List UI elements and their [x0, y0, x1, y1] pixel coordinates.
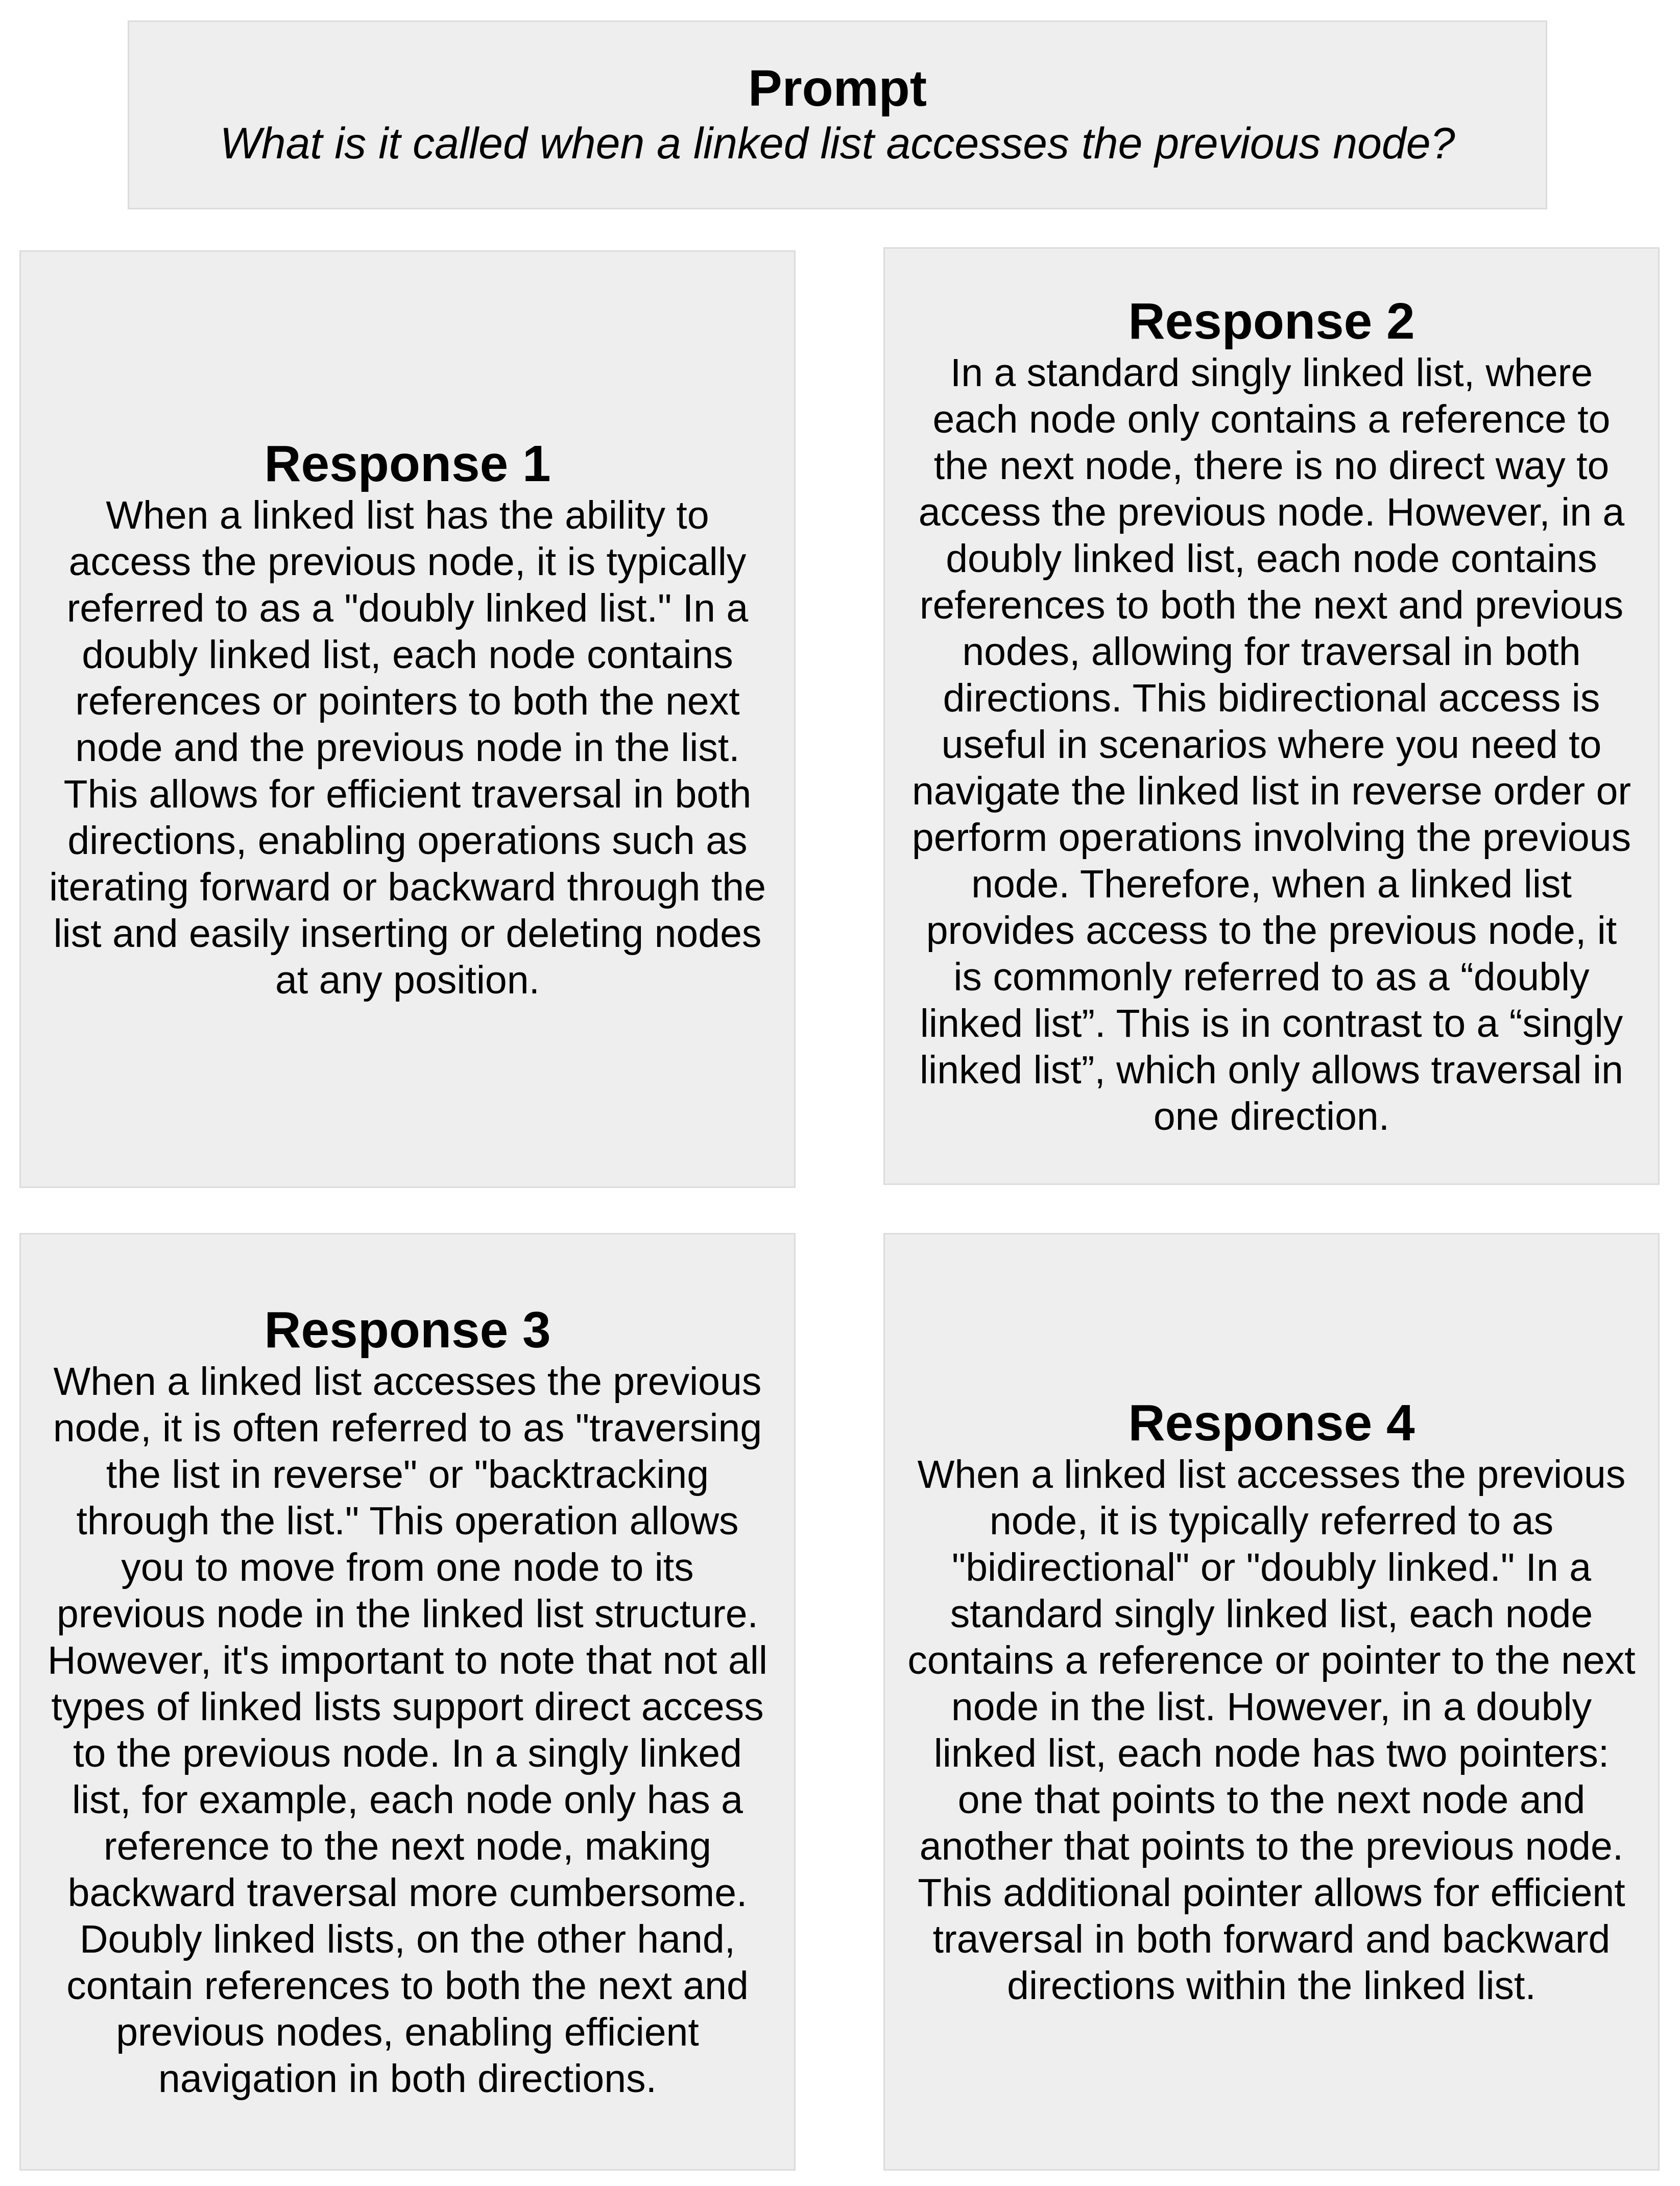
response-title-3: Response 3 — [264, 1301, 551, 1359]
response-title-1: Response 1 — [264, 435, 551, 492]
prompt-text: What is it called when a linked list accesses the previous node? — [220, 119, 1455, 168]
prompt-card — [128, 20, 1547, 209]
response-title-2: Response 2 — [1128, 292, 1415, 350]
response-body-4: When a linked list accesses the previous node, it is typically referred to as "bidirectional" or "doubly linked." In a standard singly linked list, each node contains a reference or pointer to the next node in the list. However, in a doubly linked list, each node has two pointers: one that points to the next node and another that points to the previous node. This additional pointer allows for efficient traversal in both forward and backward directions within the linked list. — [907, 1453, 1636, 2008]
response-card-4 — [883, 1233, 1660, 2171]
prompt-title: Prompt — [748, 60, 927, 117]
response-title-4: Response 4 — [1128, 1394, 1415, 1452]
response-body-1: When a linked list has the ability to access the previous node, it is typically referred to as a "doubly linked list." In a doubly linked list, each node contains references or pointers to both the next node and the previous node in the list. This allows for efficient traversal in both directions, enabling operations such as iterating forward or backward through the list and easily inserting or deleting nodes at any position. — [49, 493, 766, 1002]
response-card-1 — [19, 250, 796, 1188]
response-body-3: When a linked list accesses the previous node, it is often referred to as "traversing the list in reverse" or "backtracking through the list." This operation allows you to move from one node to its previous node in the linked list structure. However, it's important to note that not all types of linked lists support direct access to the previous node. In a singly linked list, for example, each node only has a reference to the next node, making backward traversal more cumbersome. Doubly linked lists, on the other hand, contain references to both the next and previous nodes, enabling efficient navigation in both directions. — [47, 1360, 767, 2101]
response-card-2 — [883, 247, 1660, 1185]
response-body-2: In a standard singly linked list, where each node only contains a reference to the next node, there is no direct way to access the previous node. However, in a doubly linked list, each node contains references to both the next and previous nodes, allowing for traversal in both directions. This bidirectional access is useful in scenarios where you need to navigate the linked list in reverse order or perform operations involving the previous node. Therefore, when a linked list provides access to the previous node, it is commonly referred to as a “doubly linked list”. This is in contrast to a “singly linked list”, which only allows traversal in one direction. — [911, 350, 1631, 1138]
response-card-3 — [19, 1233, 796, 2171]
